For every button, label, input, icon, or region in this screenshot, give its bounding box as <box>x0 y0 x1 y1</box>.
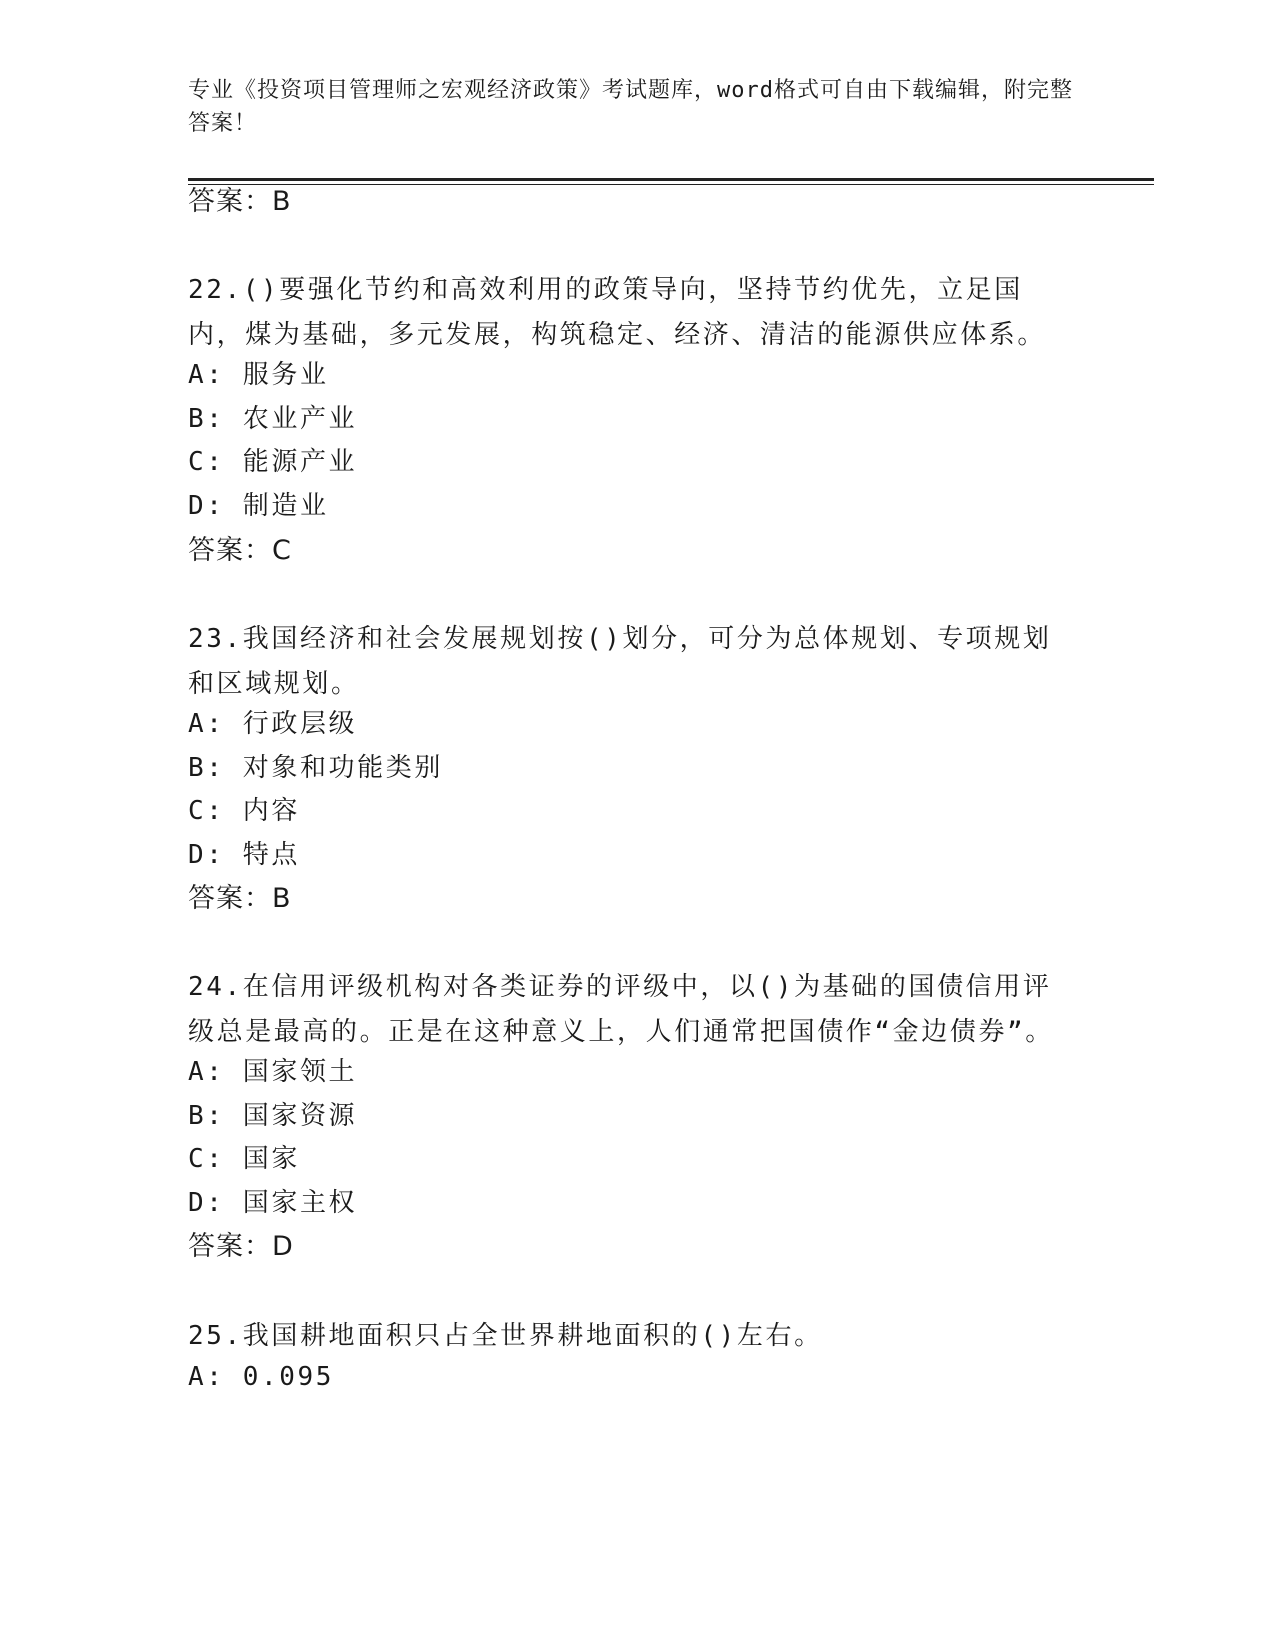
question-24-stem: 24.在信用评级机构对各类证券的评级中，以()为基础的国债信用评级总是最高的。正是在这种意义上，人们通常把国债作“金边债券”。 <box>188 972 1054 1047</box>
question-25-option-a: A: 0.095 <box>188 1362 335 1392</box>
question-22-option-c: C: 能源产业 <box>188 447 358 477</box>
question-23-option-a: A: 行政层级 <box>188 709 358 739</box>
header-rule-thin <box>188 184 1154 185</box>
question-23-option-b: B: 对象和功能类别 <box>188 753 443 783</box>
question-24-answer: 答案：D <box>188 1231 294 1262</box>
header-rule-thick <box>188 178 1154 181</box>
answer-prev: 答案：B <box>188 186 292 217</box>
question-23-answer: 答案：B <box>188 883 292 914</box>
question-24-option-c: C: 国家 <box>188 1144 300 1174</box>
question-22-stem: 22.()要强化节约和高效利用的政策导向，坚持节约优先，立足国内，煤为基础，多元发展，构筑稳定、经济、清洁的能源供应体系。 <box>188 275 1047 350</box>
question-24-option-d: D: 国家主权 <box>188 1188 358 1218</box>
question-25-stem: 25.我国耕地面积只占全世界耕地面积的()左右。 <box>188 1321 823 1351</box>
question-23-stem: 23.我国经济和社会发展规划按()划分，可分为总体规划、专项规划和区域规划。 <box>188 624 1052 699</box>
question-23-option-c: C: 内容 <box>188 796 300 826</box>
question-22-option-a: A: 服务业 <box>188 360 329 390</box>
document-header: 专业《投资项目管理师之宏观经济政策》考试题库，word格式可自由下载编辑，附完整答案！ <box>188 78 1073 136</box>
question-22-option-d: D: 制造业 <box>188 491 329 521</box>
question-23-option-d: D: 特点 <box>188 840 300 870</box>
question-22-option-b: B: 农业产业 <box>188 404 358 434</box>
question-24-option-b: B: 国家资源 <box>188 1101 358 1131</box>
question-24-option-a: A: 国家领土 <box>188 1057 358 1087</box>
question-22-answer: 答案：C <box>188 535 292 566</box>
